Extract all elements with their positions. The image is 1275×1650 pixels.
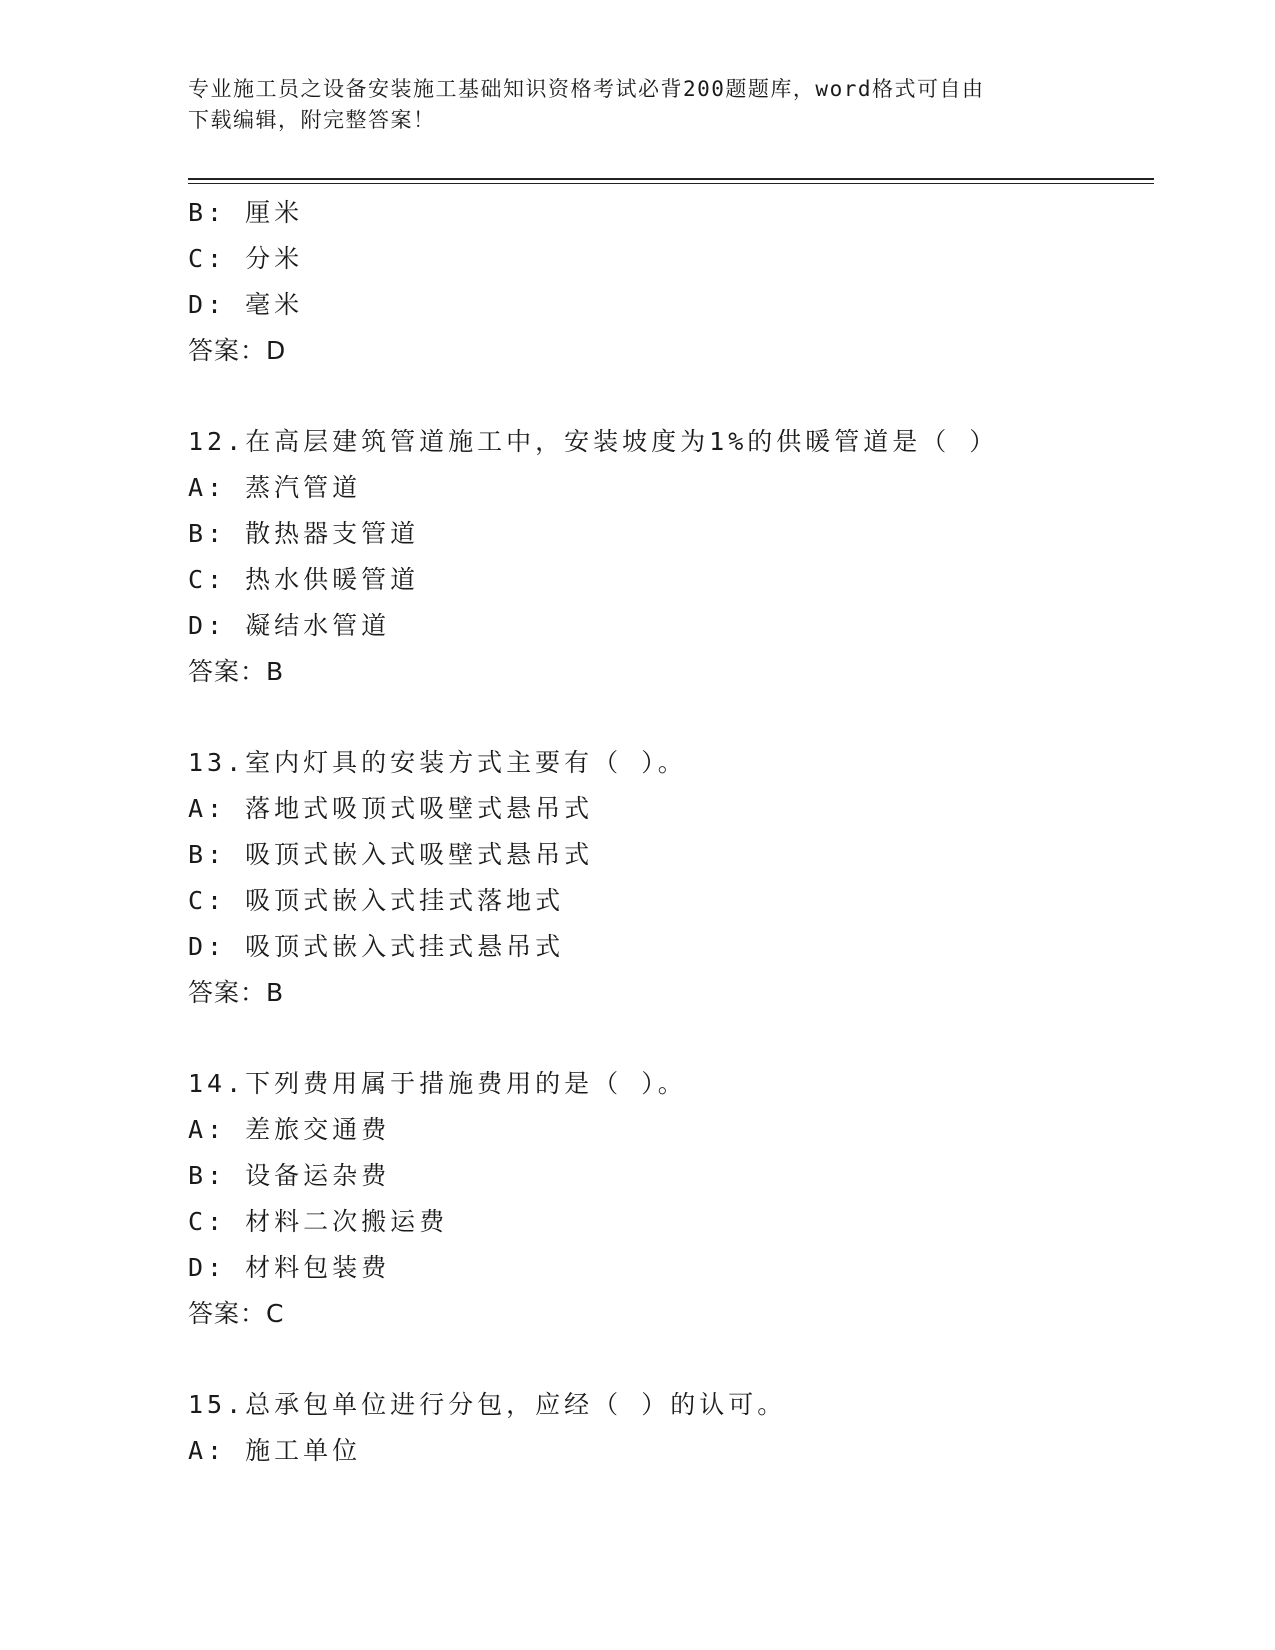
question-stem: 12.在高层建筑管道施工中，安装坡度为1%的供暖管道是（ ） (188, 427, 999, 456)
question-15 (188, 1382, 1154, 1474)
answer: 答案：B (188, 978, 285, 1007)
question-list (188, 190, 1154, 1474)
question-stem: 15.总承包单位进行分包，应经（ ）的认可。 (188, 1390, 787, 1419)
question-11 (188, 190, 1154, 374)
header-divider-thick (188, 178, 1154, 180)
option-d: D: 凝结水管道 (188, 611, 391, 640)
option-b: B: 散热器支管道 (188, 519, 420, 548)
option-b: B: 厘米 (188, 198, 304, 227)
option-b: B: 吸顶式嵌入式吸壁式悬吊式 (188, 840, 594, 869)
option-a: A: 施工单位 (188, 1436, 362, 1465)
option-a: A: 落地式吸顶式吸壁式悬吊式 (188, 794, 594, 823)
question-12 (188, 419, 1154, 695)
question-stem: 13.室内灯具的安装方式主要有（ ）。 (188, 748, 687, 777)
question-13 (188, 740, 1154, 1016)
option-d: D: 材料包装费 (188, 1253, 391, 1282)
option-c: C: 分米 (188, 244, 304, 273)
option-c: C: 热水供暖管道 (188, 565, 420, 594)
option-a: A: 差旅交通费 (188, 1115, 391, 1144)
answer: 答案：B (188, 657, 285, 686)
question-14 (188, 1061, 1154, 1337)
option-d: D: 毫米 (188, 290, 304, 319)
document-header (188, 74, 1088, 136)
header-line-1: 专业施工员之设备安装施工基础知识资格考试必背200题题库，word格式可自由 (188, 77, 985, 101)
header-divider-thin (188, 183, 1154, 184)
option-b: B: 设备运杂费 (188, 1161, 391, 1190)
answer: 答案：C (188, 1299, 285, 1328)
answer: 答案：D (188, 336, 287, 365)
option-c: C: 吸顶式嵌入式挂式落地式 (188, 886, 565, 915)
option-a: A: 蒸汽管道 (188, 473, 362, 502)
option-c: C: 材料二次搬运费 (188, 1207, 449, 1236)
question-stem: 14.下列费用属于措施费用的是（ ）。 (188, 1069, 687, 1098)
header-line-2: 下载编辑，附完整答案！ (188, 108, 436, 132)
option-d: D: 吸顶式嵌入式挂式悬吊式 (188, 932, 565, 961)
